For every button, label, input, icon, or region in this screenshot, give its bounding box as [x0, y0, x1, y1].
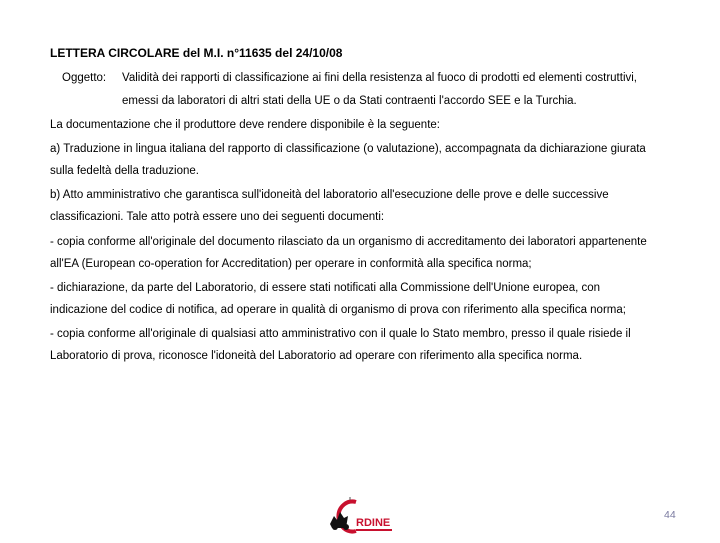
item-a-line1: a) Traduzione in lingua italiana del rapporto di classificazione (o valutazione), accompagnata da dichiarazione giurata [50, 143, 646, 155]
item-d-line1: - dichiarazione, da parte del Laboratorio, di essere stati notificati alla Commissione dell'Unione europea, con [50, 282, 601, 294]
item-c-line1: - copia conforme all'originale del documento rilasciato da un organismo di accreditamento dei laboratori appartenente [50, 236, 647, 248]
logo-text: RDINE [356, 517, 391, 529]
subject-label: Oggetto: [62, 72, 107, 84]
subject-text-line2: emessi da laboratori di altri stati della UE o da Stati contraenti l'accordo SEE e la Turchia. [122, 95, 577, 107]
page-number: 44 [664, 509, 676, 521]
letter-title: LETTERA CIRCOLARE del M.I. n°11635 del 24/10/08 [50, 46, 343, 60]
item-e-line2: Laboratorio di prova, riconosce l'idoneità del Laboratorio ad operare con riferimento alla specifica norma. [50, 350, 583, 362]
order-logo-icon [322, 494, 394, 538]
item-b-line2: classificazioni. Tale atto potrà essere uno dei seguenti documenti: [50, 211, 385, 223]
order-logo [322, 494, 394, 538]
item-d-line2: indicazione del codice di notifica, ad operare in qualità di organismo di prova con riferimento alla specifica norma; [50, 304, 626, 316]
item-e-line1: - copia conforme all'originale di qualsiasi atto amministrativo con il quale lo Stato membro, presso il quale risiede il [50, 328, 631, 340]
item-b-line1: b) Atto amministrativo che garantisca sull'idoneità del laboratorio all'esecuzione delle prove e delle successive [50, 189, 609, 201]
item-a-line2: sulla fedeltà della traduzione. [50, 165, 199, 177]
item-c-line2: all'EA (European co-operation for Accreditation) per operare in conformità alla specifica norma; [50, 258, 532, 270]
subject-text-line1: Validità dei rapporti di classificazione ai fini della resistenza al fuoco di prodotti ed elementi costruttivi, [122, 72, 637, 84]
intro-paragraph: La documentazione che il produttore deve rendere disponibile è la seguente: [50, 119, 440, 131]
